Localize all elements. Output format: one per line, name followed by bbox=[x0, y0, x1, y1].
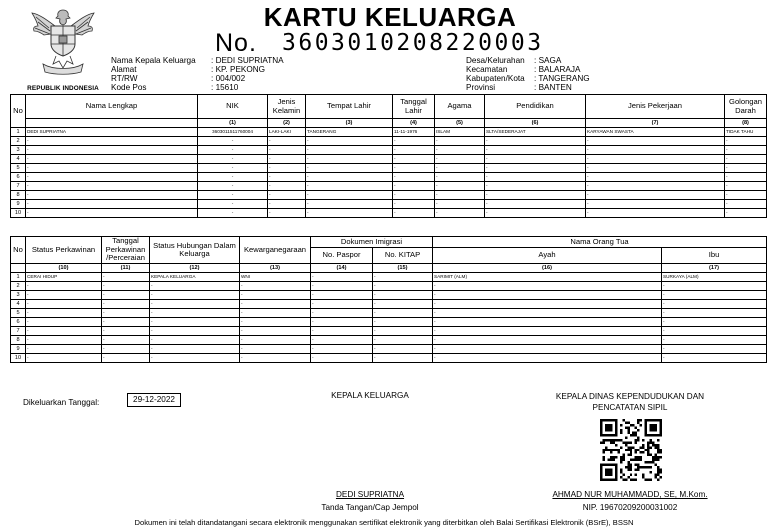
cell-tanggal: - bbox=[393, 209, 435, 218]
cell-ayah: - bbox=[433, 282, 662, 291]
table-row bbox=[11, 300, 767, 309]
cell-status: - bbox=[26, 282, 102, 291]
cell-pekerjaan: - bbox=[586, 155, 725, 164]
cell-paspor: - bbox=[311, 309, 373, 318]
cell-nama: DEDI SUPRIATNA bbox=[26, 128, 198, 137]
table-row bbox=[11, 318, 767, 327]
cell-agama: - bbox=[435, 155, 485, 164]
cell-tanggal: - bbox=[393, 173, 435, 182]
col-header-parents: Nama Orang Tua bbox=[433, 237, 767, 248]
row-number: 5 bbox=[11, 309, 26, 318]
cell-pendidikan: - bbox=[485, 164, 586, 173]
cell-darah: - bbox=[725, 164, 767, 173]
info-value: : BALARAJA bbox=[534, 65, 580, 74]
cell-ibu: - bbox=[662, 282, 767, 291]
cell-tgl_kawin: - bbox=[102, 291, 150, 300]
table-row bbox=[11, 155, 767, 164]
info-row-village bbox=[466, 56, 590, 65]
members-identity-body bbox=[11, 128, 767, 218]
col-header-education: Pendidikan bbox=[485, 95, 586, 119]
cell-pekerjaan: - bbox=[586, 164, 725, 173]
cell-ibu: - bbox=[662, 354, 767, 363]
table-row bbox=[11, 273, 767, 282]
row-number: 6 bbox=[11, 173, 26, 182]
issued-date: 29-12-2022 bbox=[127, 393, 181, 407]
cell-tempat: - bbox=[306, 209, 393, 218]
cell-jk: - bbox=[268, 200, 306, 209]
cell-nama: - bbox=[26, 209, 198, 218]
cell-status: - bbox=[26, 291, 102, 300]
cell-nama: - bbox=[26, 137, 198, 146]
table-row bbox=[11, 164, 767, 173]
cell-status: - bbox=[26, 336, 102, 345]
cell-darah: - bbox=[725, 146, 767, 155]
cell-tempat: - bbox=[306, 155, 393, 164]
cell-jk: - bbox=[268, 191, 306, 200]
cell-paspor: - bbox=[311, 345, 373, 354]
cell-nama: - bbox=[26, 164, 198, 173]
cell-ayah: - bbox=[433, 291, 662, 300]
members-status-table bbox=[10, 236, 767, 363]
cell-ayah: - bbox=[433, 345, 662, 354]
column-number: (2) bbox=[268, 119, 306, 128]
cell-tanggal: - bbox=[393, 155, 435, 164]
row-number: 7 bbox=[11, 182, 26, 191]
col-header-birthdate: Tanggal Lahir bbox=[393, 95, 435, 119]
cell-nama: - bbox=[26, 155, 198, 164]
cell-tgl_kawin: - bbox=[102, 354, 150, 363]
cell-ayah: - bbox=[433, 300, 662, 309]
family-head-title: KEPALA KELUARGA bbox=[331, 391, 409, 400]
row-number: 8 bbox=[11, 191, 26, 200]
cell-pendidikan: - bbox=[485, 155, 586, 164]
info-value: : 004/002 bbox=[211, 74, 245, 83]
electronic-signature-note: Dokumen ini telah ditandatangani secara elektronik menggunakan sertifikat elektronik yang diterbitkan oleh Balai Sertifikasi Elektronik (BSrE), BSSN bbox=[134, 518, 634, 527]
col-header-kitap: No. KITAP bbox=[373, 248, 433, 264]
cell-nik: - bbox=[198, 173, 268, 182]
table-row bbox=[11, 182, 767, 191]
info-label: Kode Pos bbox=[111, 83, 147, 92]
cell-agama: - bbox=[435, 146, 485, 155]
cell-tanggal: - bbox=[393, 200, 435, 209]
col-header-marital-status: Status Perkawinan bbox=[26, 237, 102, 264]
cell-darah: - bbox=[725, 137, 767, 146]
cell-pekerjaan: - bbox=[586, 182, 725, 191]
cell-ayah: - bbox=[433, 318, 662, 327]
cell-status: - bbox=[26, 309, 102, 318]
cell-tanggal: - bbox=[393, 182, 435, 191]
cell-warga: - bbox=[240, 327, 311, 336]
cell-jk: - bbox=[268, 209, 306, 218]
cell-tgl_kawin: - bbox=[102, 300, 150, 309]
cell-agama: - bbox=[435, 137, 485, 146]
row-number: 1 bbox=[11, 128, 26, 137]
col-header-citizenship: Kewarganegaraan bbox=[240, 237, 311, 264]
cell-nama: - bbox=[26, 191, 198, 200]
row-number: 3 bbox=[11, 146, 26, 155]
cell-darah: - bbox=[725, 209, 767, 218]
row-number: 10 bbox=[11, 354, 26, 363]
cell-ayah: - bbox=[433, 354, 662, 363]
row-number: 4 bbox=[11, 155, 26, 164]
table-row bbox=[11, 191, 767, 200]
garuda-emblem bbox=[20, 4, 106, 92]
info-row-postal-code bbox=[111, 83, 284, 92]
cell-status: CERAI HIDUP bbox=[26, 273, 102, 282]
cell-hubungan: - bbox=[150, 309, 240, 318]
column-number: (8) bbox=[725, 119, 767, 128]
cell-nama: - bbox=[26, 182, 198, 191]
col-header-blood-type: Golongan Darah bbox=[725, 95, 767, 119]
col-header-gender: Jenis Kelamin bbox=[268, 95, 306, 119]
table-header-row bbox=[11, 95, 767, 119]
cell-jk: - bbox=[268, 182, 306, 191]
cell-kitap: - bbox=[373, 336, 433, 345]
cell-hubungan: - bbox=[150, 354, 240, 363]
col-header-occupation: Jenis Pekerjaan bbox=[586, 95, 725, 119]
cell-nama: - bbox=[26, 200, 198, 209]
cell-warga: - bbox=[240, 309, 311, 318]
column-number: (15) bbox=[373, 264, 433, 273]
info-value: : SAGA bbox=[534, 56, 561, 65]
cell-kitap: - bbox=[373, 300, 433, 309]
cell-tempat: - bbox=[306, 164, 393, 173]
column-number: (13) bbox=[240, 264, 311, 273]
cell-status: - bbox=[26, 345, 102, 354]
garuda-icon bbox=[29, 4, 97, 78]
cell-agama: - bbox=[435, 191, 485, 200]
document-title: KARTU KELUARGA bbox=[263, 2, 517, 32]
cell-pendidikan: - bbox=[485, 209, 586, 218]
cell-pendidikan: - bbox=[485, 191, 586, 200]
row-number: 9 bbox=[11, 200, 26, 209]
info-row-rtrw bbox=[111, 74, 284, 83]
column-number-row bbox=[11, 264, 767, 273]
cell-nama: - bbox=[26, 146, 198, 155]
cell-tanggal: - bbox=[393, 146, 435, 155]
cell-kitap: - bbox=[373, 273, 433, 282]
cell-darah: - bbox=[725, 155, 767, 164]
cell-tgl_kawin: - bbox=[102, 327, 150, 336]
col-header-passport: No. Paspor bbox=[311, 248, 373, 264]
cell-agama: ISLAM bbox=[435, 128, 485, 137]
info-label: RT/RW bbox=[111, 74, 138, 83]
cell-kitap: - bbox=[373, 354, 433, 363]
members-identity-table bbox=[10, 94, 767, 218]
cell-paspor: - bbox=[311, 327, 373, 336]
table-row bbox=[11, 146, 767, 155]
family-head-signature-name: DEDI SUPRIATNA bbox=[335, 490, 405, 499]
row-number: 6 bbox=[11, 318, 26, 327]
column-number: (14) bbox=[311, 264, 373, 273]
col-header-mother: Ibu bbox=[662, 248, 767, 264]
cell-tempat: - bbox=[306, 146, 393, 155]
cell-warga: - bbox=[240, 354, 311, 363]
civil-registry-head-nip: NIP. 19670209200031002 bbox=[582, 503, 678, 512]
cell-warga: WNI bbox=[240, 273, 311, 282]
cell-tgl_kawin: - bbox=[102, 309, 150, 318]
col-header-nik: NIK bbox=[198, 95, 268, 119]
cell-jk: - bbox=[268, 173, 306, 182]
cell-kitap: - bbox=[373, 327, 433, 336]
cell-pekerjaan: - bbox=[586, 146, 725, 155]
row-number: 10 bbox=[11, 209, 26, 218]
cell-paspor: - bbox=[311, 354, 373, 363]
cell-paspor: - bbox=[311, 291, 373, 300]
cell-ayah: - bbox=[433, 309, 662, 318]
cell-tgl_kawin: - bbox=[102, 282, 150, 291]
cell-pekerjaan: - bbox=[586, 191, 725, 200]
cell-paspor: - bbox=[311, 318, 373, 327]
cell-darah: TIDAK TAHU bbox=[725, 128, 767, 137]
cell-jk: LAKI-LAKI bbox=[268, 128, 306, 137]
column-number: (7) bbox=[586, 119, 725, 128]
cell-tgl_kawin: - bbox=[102, 345, 150, 354]
col-header-marriage-date: Tanggal Perkawinan /Perceraian bbox=[102, 237, 150, 264]
cell-pendidikan: - bbox=[485, 137, 586, 146]
cell-jk: - bbox=[268, 164, 306, 173]
cell-darah: - bbox=[725, 173, 767, 182]
column-number: (10) bbox=[26, 264, 102, 273]
row-number: 2 bbox=[11, 282, 26, 291]
table-row bbox=[11, 354, 767, 363]
cell-tanggal: 11-11-1976 bbox=[393, 128, 435, 137]
cell-pekerjaan: - bbox=[586, 173, 725, 182]
cell-darah: - bbox=[725, 200, 767, 209]
cell-agama: - bbox=[435, 200, 485, 209]
cell-ibu: - bbox=[662, 345, 767, 354]
cell-nik: - bbox=[198, 146, 268, 155]
cell-paspor: - bbox=[311, 273, 373, 282]
cell-nama: - bbox=[26, 173, 198, 182]
cell-ibu: - bbox=[662, 336, 767, 345]
cell-status: - bbox=[26, 300, 102, 309]
cell-kitap: - bbox=[373, 309, 433, 318]
qr-code-icon bbox=[600, 419, 662, 481]
cell-ayah: SARIMIT (ALM) bbox=[433, 273, 662, 282]
info-label: Alamat bbox=[111, 65, 137, 74]
cell-warga: - bbox=[240, 291, 311, 300]
table-header-row bbox=[11, 237, 767, 248]
info-row-head-name bbox=[111, 56, 284, 65]
cell-kitap: - bbox=[373, 282, 433, 291]
cell-hubungan: - bbox=[150, 282, 240, 291]
table-row bbox=[11, 173, 767, 182]
cell-darah: - bbox=[725, 191, 767, 200]
cell-tempat: - bbox=[306, 182, 393, 191]
cell-tgl_kawin: - bbox=[102, 273, 150, 282]
info-row-regency bbox=[466, 74, 590, 83]
table-row bbox=[11, 309, 767, 318]
column-number: (4) bbox=[393, 119, 435, 128]
column-number: (6) bbox=[485, 119, 586, 128]
cell-nik: - bbox=[198, 137, 268, 146]
cell-agama: - bbox=[435, 209, 485, 218]
signature-caption: Tanda Tangan/Cap Jempol bbox=[321, 503, 419, 512]
row-number: 4 bbox=[11, 300, 26, 309]
cell-agama: - bbox=[435, 182, 485, 191]
cell-kitap: - bbox=[373, 318, 433, 327]
row-number: 8 bbox=[11, 336, 26, 345]
column-number: (16) bbox=[433, 264, 662, 273]
cell-tanggal: - bbox=[393, 164, 435, 173]
household-info-left bbox=[111, 56, 284, 92]
cell-tempat: - bbox=[306, 191, 393, 200]
cell-ibu: - bbox=[662, 291, 767, 300]
col-header-full-name: Nama Lengkap bbox=[26, 95, 198, 119]
cell-hubungan: - bbox=[150, 336, 240, 345]
row-number: 1 bbox=[11, 273, 26, 282]
civil-registry-head-name: AHMAD NUR MUHAMMADD, SE, M.Kom. bbox=[552, 490, 708, 499]
cell-nik: - bbox=[198, 182, 268, 191]
cell-pendidikan: - bbox=[485, 200, 586, 209]
column-number-blank bbox=[11, 264, 26, 273]
column-number-blank bbox=[26, 119, 198, 128]
table-row bbox=[11, 282, 767, 291]
cell-pendidikan: SLTA/SEDERAJAT bbox=[485, 128, 586, 137]
column-number: (3) bbox=[306, 119, 393, 128]
info-value: : TANGERANG bbox=[534, 74, 590, 83]
column-number: (11) bbox=[102, 264, 150, 273]
column-number: (5) bbox=[435, 119, 485, 128]
row-number: 7 bbox=[11, 327, 26, 336]
cell-warga: - bbox=[240, 345, 311, 354]
cell-nik: - bbox=[198, 164, 268, 173]
info-value: : DEDI SUPRIATNA bbox=[211, 56, 284, 65]
cell-pekerjaan: - bbox=[586, 209, 725, 218]
table-row bbox=[11, 209, 767, 218]
cell-pekerjaan: KARYAWAN SWASTA bbox=[586, 128, 725, 137]
column-number: (17) bbox=[662, 264, 767, 273]
col-header-father: Ayah bbox=[433, 248, 662, 264]
row-number: 9 bbox=[11, 345, 26, 354]
info-label: Provinsi bbox=[466, 83, 496, 92]
cell-pendidikan: - bbox=[485, 182, 586, 191]
cell-nik: - bbox=[198, 200, 268, 209]
cell-tgl_kawin: - bbox=[102, 336, 150, 345]
cell-tempat: - bbox=[306, 137, 393, 146]
cell-ibu: - bbox=[662, 309, 767, 318]
cell-kitap: - bbox=[373, 345, 433, 354]
cell-nik: - bbox=[198, 191, 268, 200]
cell-hubungan: KEPALA KELUARGA bbox=[150, 273, 240, 282]
cell-tempat: - bbox=[306, 200, 393, 209]
table-row bbox=[11, 345, 767, 354]
cell-nik: - bbox=[198, 209, 268, 218]
cell-pekerjaan: - bbox=[586, 137, 725, 146]
cell-tanggal: - bbox=[393, 137, 435, 146]
cell-ibu: - bbox=[662, 327, 767, 336]
document-number: 3603010208220003 bbox=[282, 30, 544, 56]
info-value: : BANTEN bbox=[534, 83, 572, 92]
info-label: Kecamatan bbox=[466, 65, 508, 74]
cell-hubungan: - bbox=[150, 327, 240, 336]
cell-hubungan: - bbox=[150, 318, 240, 327]
table-row bbox=[11, 137, 767, 146]
cell-tempat: TANGERANG bbox=[306, 128, 393, 137]
cell-status: - bbox=[26, 354, 102, 363]
cell-paspor: - bbox=[311, 300, 373, 309]
cell-nik: - bbox=[198, 155, 268, 164]
info-row-province bbox=[466, 83, 590, 92]
row-number: 5 bbox=[11, 164, 26, 173]
cell-ibu: SURKAYA (ALM) bbox=[662, 273, 767, 282]
info-row-address bbox=[111, 65, 284, 74]
row-number: 2 bbox=[11, 137, 26, 146]
info-value: : KP. PEKONG bbox=[211, 65, 265, 74]
column-number: (12) bbox=[150, 264, 240, 273]
household-info-right bbox=[466, 56, 590, 92]
cell-nik: 3603011511760004 bbox=[198, 128, 268, 137]
cell-paspor: - bbox=[311, 336, 373, 345]
cell-pendidikan: - bbox=[485, 146, 586, 155]
cell-paspor: - bbox=[311, 282, 373, 291]
cell-hubungan: - bbox=[150, 345, 240, 354]
cell-warga: - bbox=[240, 300, 311, 309]
cell-warga: - bbox=[240, 318, 311, 327]
emblem-caption: REPUBLIK INDONESIA bbox=[27, 85, 99, 92]
cell-jk: - bbox=[268, 155, 306, 164]
table-row bbox=[11, 128, 767, 137]
cell-agama: - bbox=[435, 173, 485, 182]
info-label: Kabupaten/Kota bbox=[466, 74, 525, 83]
table-row bbox=[11, 200, 767, 209]
info-label: Desa/Kelurahan bbox=[466, 56, 525, 65]
cell-tgl_kawin: - bbox=[102, 318, 150, 327]
cell-kitap: - bbox=[373, 291, 433, 300]
cell-jk: - bbox=[268, 146, 306, 155]
column-number-row bbox=[11, 119, 767, 128]
cell-warga: - bbox=[240, 282, 311, 291]
table-row bbox=[11, 291, 767, 300]
table-row bbox=[11, 336, 767, 345]
cell-agama: - bbox=[435, 164, 485, 173]
cell-darah: - bbox=[725, 182, 767, 191]
cell-pendidikan: - bbox=[485, 173, 586, 182]
cell-status: - bbox=[26, 327, 102, 336]
info-row-district bbox=[466, 65, 590, 74]
document-number-label: No. bbox=[215, 29, 257, 57]
col-header-immigration-docs: Dokumen Imigrasi bbox=[311, 237, 433, 248]
info-label: Nama Kepala Keluarga bbox=[111, 56, 196, 65]
col-header-religion: Agama bbox=[435, 95, 485, 119]
cell-hubungan: - bbox=[150, 300, 240, 309]
table-row bbox=[11, 327, 767, 336]
cell-warga: - bbox=[240, 336, 311, 345]
col-header-no: No bbox=[11, 237, 26, 264]
cell-tempat: - bbox=[306, 173, 393, 182]
civil-registry-head-title: KEPALA DINAS KEPENDUDUKAN DAN PENCATATAN SIPIL bbox=[555, 392, 705, 412]
row-number: 3 bbox=[11, 291, 26, 300]
col-header-family-relation: Status Hubungan Dalam Keluarga bbox=[150, 237, 240, 264]
col-header-birthplace: Tempat Lahir bbox=[306, 95, 393, 119]
cell-jk: - bbox=[268, 137, 306, 146]
cell-ayah: - bbox=[433, 327, 662, 336]
cell-ibu: - bbox=[662, 300, 767, 309]
cell-ibu: - bbox=[662, 318, 767, 327]
cell-ayah: - bbox=[433, 336, 662, 345]
col-header-no: No bbox=[11, 95, 26, 128]
column-number: (1) bbox=[198, 119, 268, 128]
cell-status: - bbox=[26, 318, 102, 327]
info-value: : 15610 bbox=[211, 83, 238, 92]
cell-pekerjaan: - bbox=[586, 200, 725, 209]
issued-date-label: Dikeluarkan Tanggal: bbox=[23, 398, 100, 407]
cell-hubungan: - bbox=[150, 291, 240, 300]
cell-tanggal: - bbox=[393, 191, 435, 200]
members-status-body bbox=[11, 273, 767, 363]
